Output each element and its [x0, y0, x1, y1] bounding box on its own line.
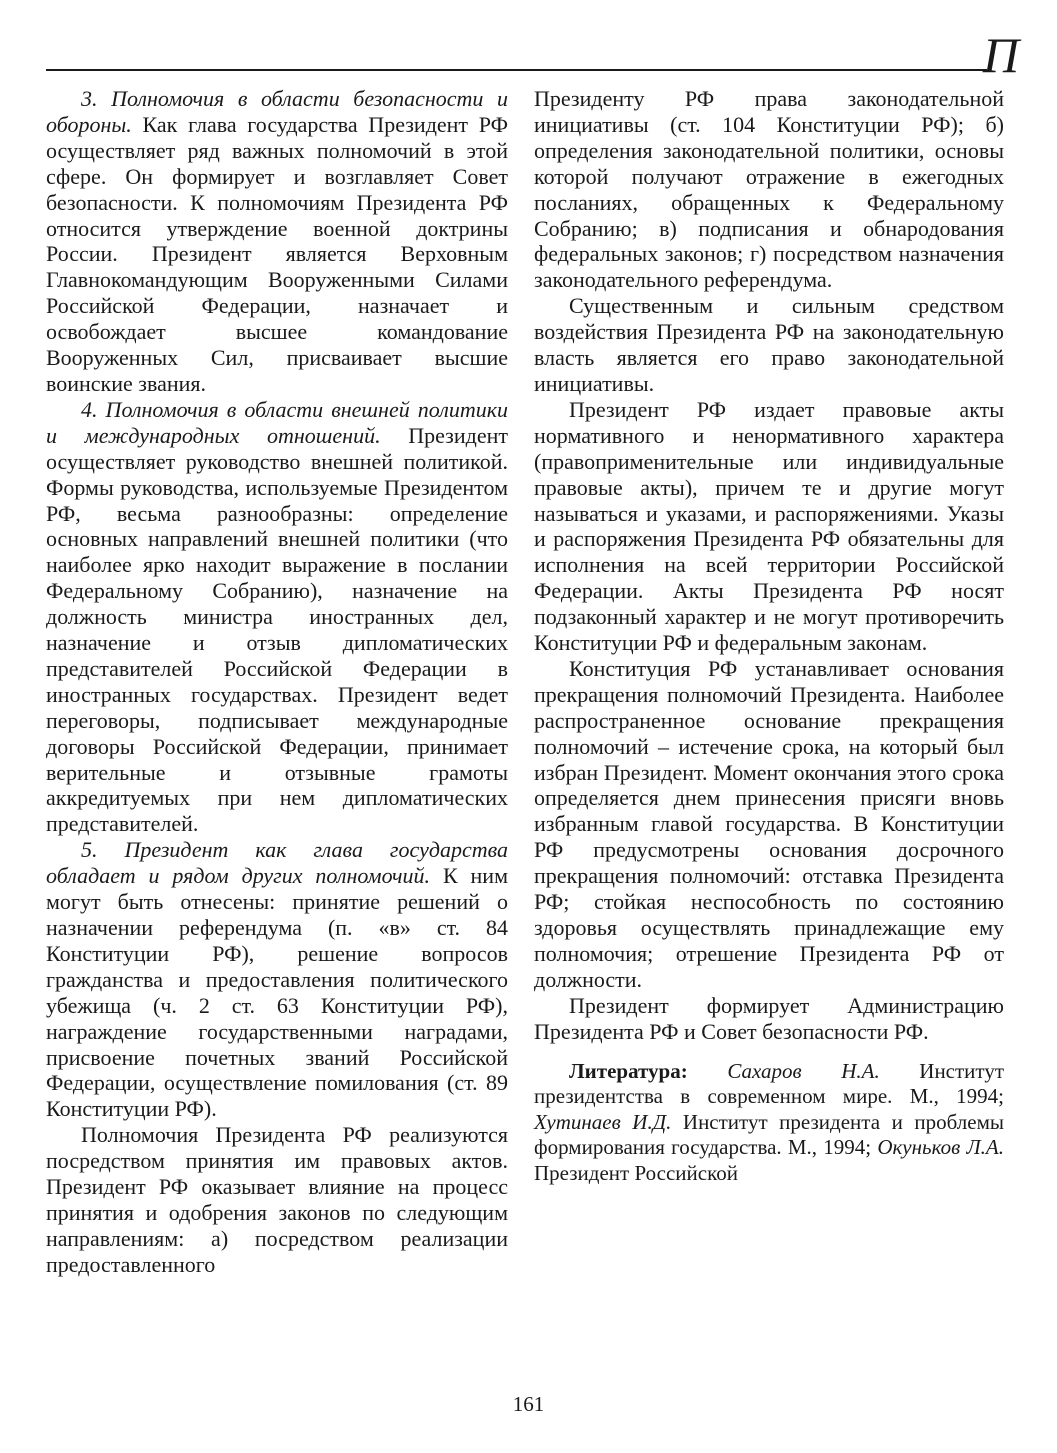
literature-author: Окуньков Л.А. [877, 1135, 1004, 1160]
paragraph-security-defense [46, 86, 508, 397]
page-number: 161 [512, 1392, 545, 1416]
paragraph-heading: 5. Президент как глава государства обладает и рядом других полномочий. [46, 837, 508, 889]
paragraph-continued: Президенту РФ права законодательной инициативы (ст. 104 Конституции РФ); б) определения законодательной политики, основы которой получают отражение в ежегодных посланиях, обращенных к Федеральному Собранию; в) подписания и обнародования федеральных законов; г) посредством назначения законодательного референдума. [534, 86, 1004, 293]
literature-work: Президент Российской [534, 1160, 738, 1185]
paragraph-administration: Президент формирует Администрацию Президента РФ и Совет безопасности РФ. [534, 992, 1004, 1044]
left-column [46, 86, 508, 1278]
paragraph-legislative-initiative: Существенным и сильным средством воздействия Президента РФ на законодательную власть является его право законодательной инициативы. [534, 293, 1004, 396]
section-letter: П [982, 27, 1019, 83]
literature-author: Сахаров Н.А. [727, 1058, 880, 1083]
paragraph-termination: Конституция РФ устанавливает основания прекращения полномочий Президента. Наиболее распространенное основание прекращения полномочий – истечение срока, на который был избран Президент. Момент окончания этого срока определяется днем принесения присяги вновь избранным главой государства. В Конституции РФ предусмотрены основания досрочного прекращения полномочий: отставка Президента РФ; стойкая неспособность по состоянию здоровья осуществлять принадлежащие ему полномочия; отрешение Президента РФ от должности. [534, 655, 1004, 992]
paragraph-text: К ним могут быть отнесены: принятие решений о назначении референдума (п. «в» ст. 84 Конституции РФ), решение вопросов гражданства и предоставления политического убежища (ч. 2 ст. 63 Конституции РФ), награждение государственными наградами, присвоение почетных званий Российской Федерации, осуществление помилования (ст. 89 Конституции РФ). [46, 863, 508, 1122]
literature-label: Литература: [569, 1058, 688, 1083]
paragraph-heading: 3. Полномочия в области безопасности и обороны. [46, 86, 508, 137]
paragraph-foreign-policy [46, 397, 508, 837]
paragraph-decrees: Президент РФ издает правовые акты нормативного и ненормативного характера (правоприменительные или индивидуальные правовые акты), причем те и другие могут называться и указами, и распоряжениями. Указы и распоряжения Президента РФ обязательны для исполнения на всей территории Российской Федерации. Акты Президента РФ носят подзаконный характер и не могут противоречить Конституции РФ и федеральным законам. [534, 396, 1004, 656]
paragraph-heading: 4. Полномочия в области внешней политики и международных отношений. [46, 396, 508, 448]
paragraph-legal-acts: Полномочия Президента РФ реализуются посредством принятия им правовых актов. Президент РФ оказывает влияние на процесс принятия и одобрения законов по следующим направлениям: а) посредством реализации предоставленного [46, 1122, 508, 1277]
paragraph-other-powers [46, 837, 508, 1122]
literature-work: Институт президентства в современном мире. М., 1994; [534, 1058, 1004, 1109]
header-rule [46, 69, 987, 71]
literature-author: Хутинаев И.Д. [534, 1109, 672, 1134]
literature-references [534, 1059, 1004, 1187]
literature-work: Институт президента и проблемы формирования государства. М., 1994; [534, 1109, 1004, 1160]
right-column [534, 86, 1004, 1186]
paragraph-text: Как глава государства Президент РФ осуществляет ряд важных полномочий в этой сфере. Он формирует и возглавляет Совет безопасности. К полномочиям Президента РФ относится утверждение военной доктрины России. Президент является Верховным Главнокомандующим Вооруженными Силами Российской Федерации, назначает и освобождает высшее командование Вооруженных Сил, присваивает высшие воинские звания. [46, 111, 508, 396]
paragraph-text: Президент осуществляет руководство внешней политикой. Формы руководства, используемые Президентом РФ, весьма разнообразны: определение основных направлений внешней политики (что наиболее ярко находит выражение в послании Федеральному Собранию), назначение на должность министра иностранных дел, назначение и отзыв дипломатических представителей Российской Федерации в иностранных государствах. Президент ведет переговоры, подписывает международные договоры Российской Федерации, принимает верительные и отзывные грамоты аккредитуемых при нем дипломатических представителей. [46, 422, 508, 837]
